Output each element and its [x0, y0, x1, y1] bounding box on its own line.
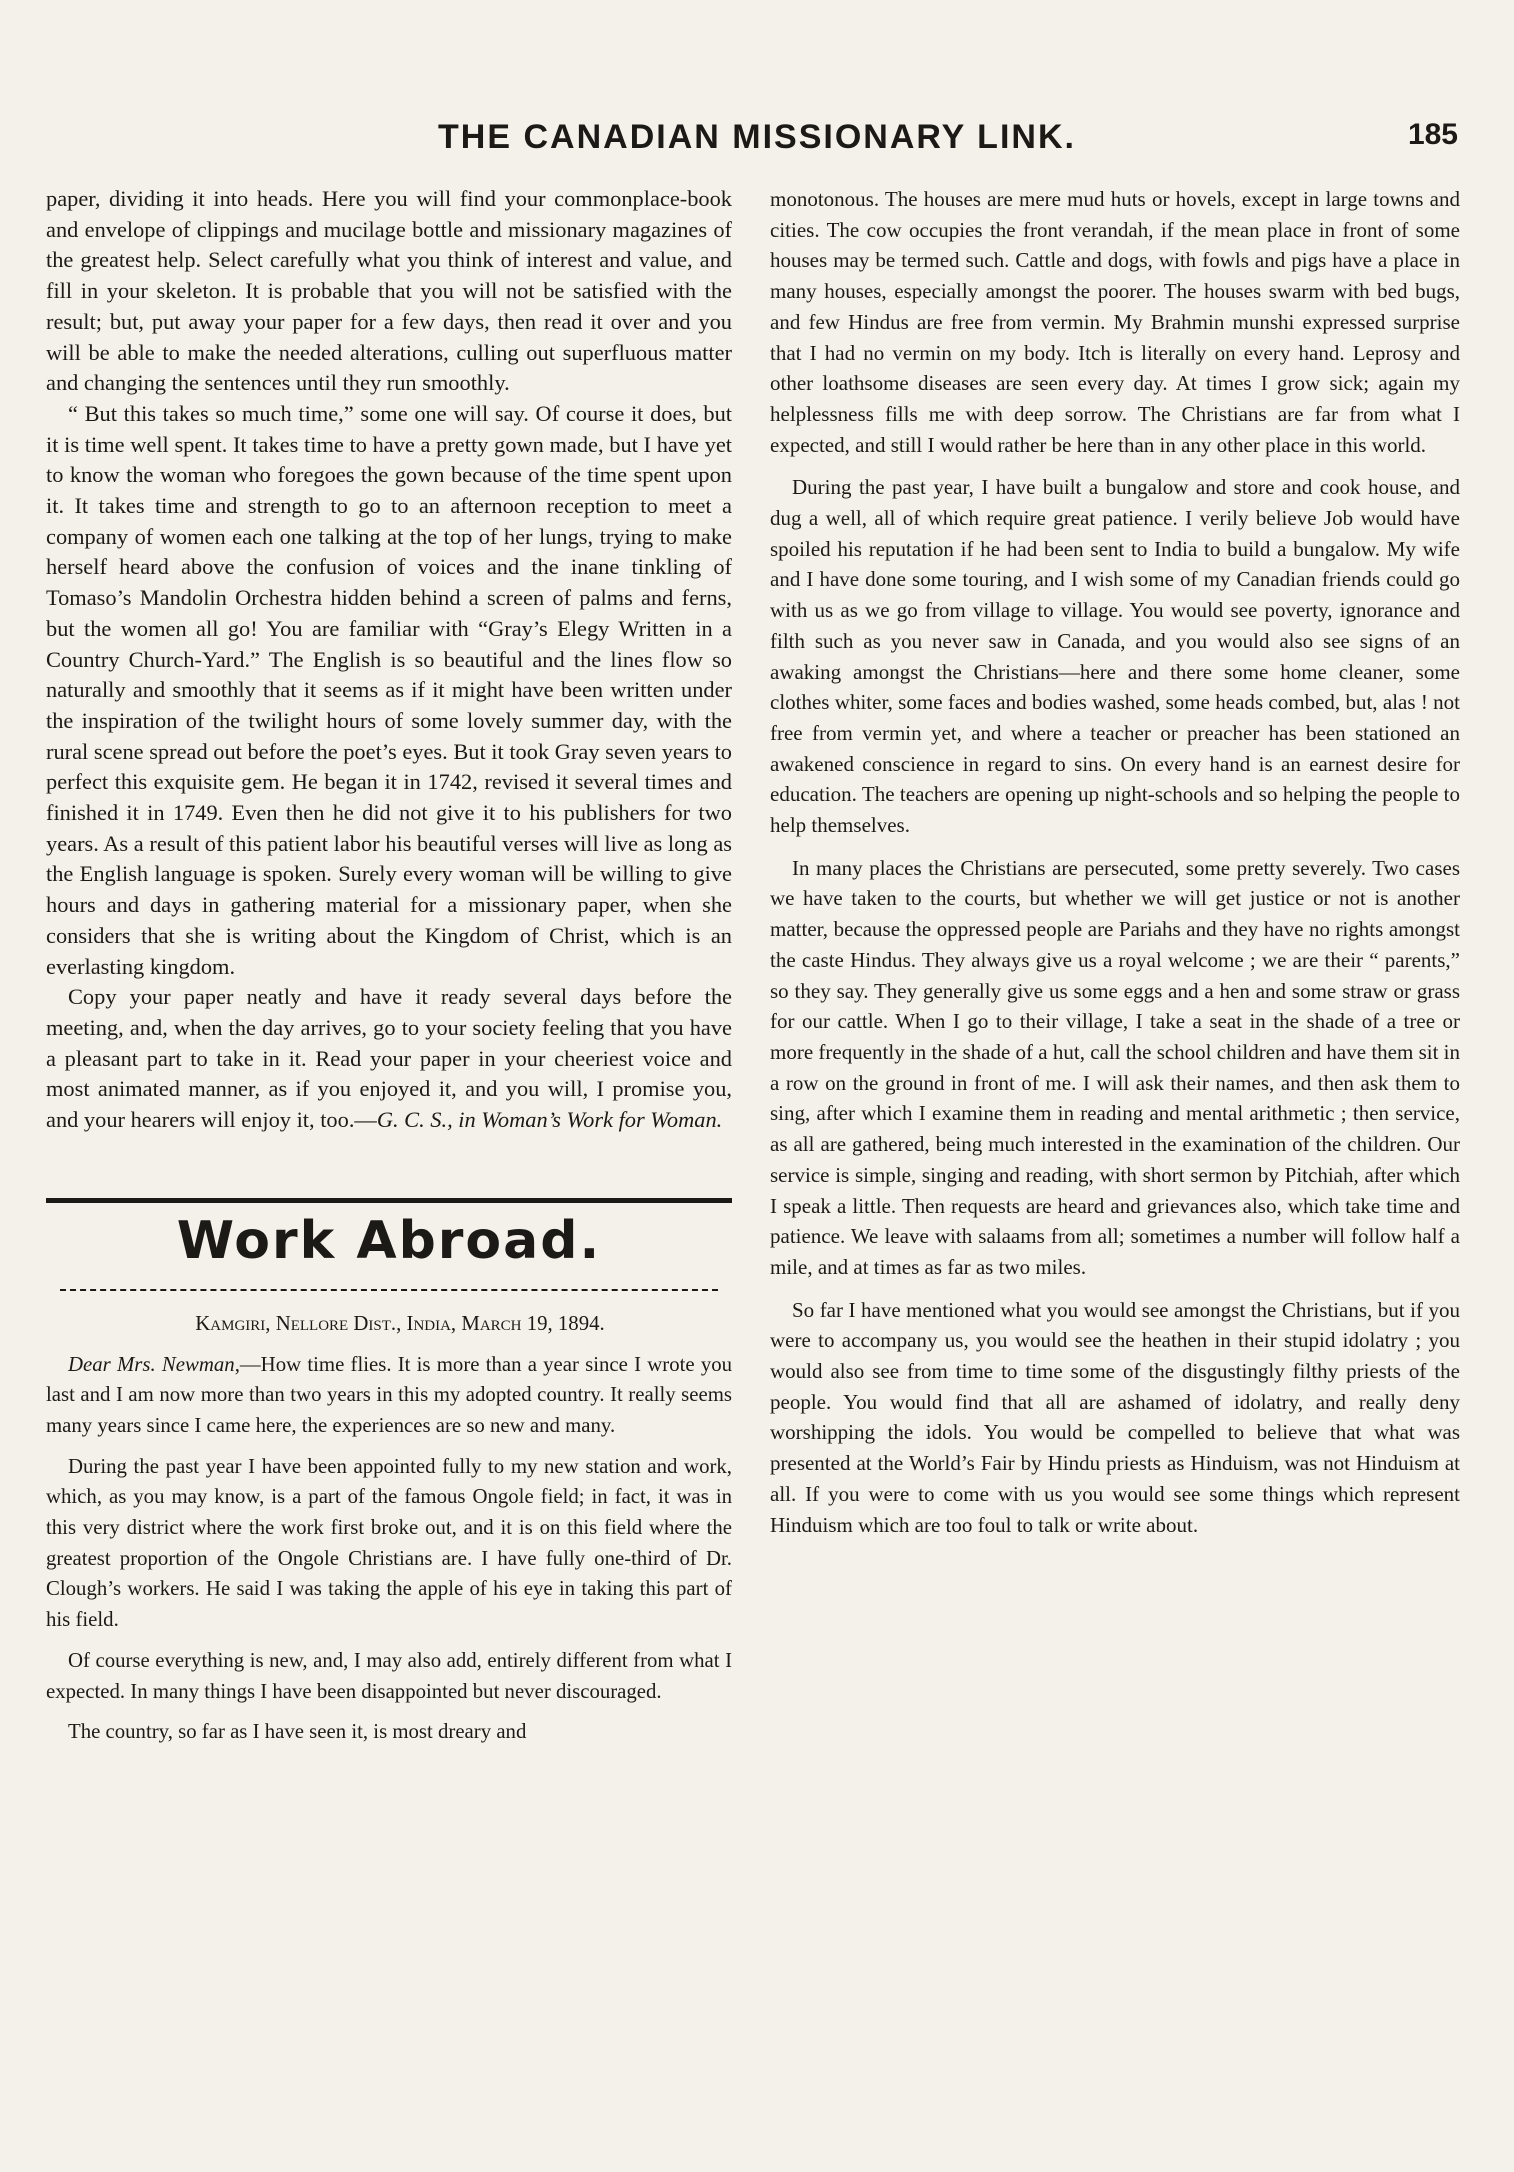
running-title: THE CANADIAN MISSIONARY LINK.	[438, 118, 1076, 156]
letter-dateline: Kamgiri, Nellore Dist., India, March 19, 1894.	[195, 1311, 605, 1335]
left-paragraph-3-text: Copy your paper neatly and have it ready several days before the meeting, and, when the day arrives, go to your society feeling that you have a pleasant part to take in it. Read your paper in your cheeriest voice and most animated manner, as if you enjoyed it, and you will, I promise you, and your hearers will enjoy it, too.—	[46, 984, 732, 1133]
right-paragraph-2: During the past year, I have built a bungalow and store and cook house, and dug a well, all of which require great patience. I verily believe Job would have spoiled his reputation if he had been sent to India to build a bungalow. My wife and I have done some touring, and I wish some of my Canadian friends could go with us as we go from village to village. You would see poverty, ignorance and filth such as you never saw in Canada, and you would also see signs of an awaking amongst the Christians—here and there some home cleaner, some clothes whiter, some faces and bodies washed, some heads combed, but, alas ! not free from vermin yet, and where a teacher or preacher has been stationed an awakened conscience in regard to sins. On every hand is an earnest desire for education. The teachers are opening up night-schools and so helping the people to help themselves.	[770, 475, 1460, 838]
section-rule-top	[46, 1198, 732, 1203]
right-paragraph-4: So far I have mentioned what you would see amongst the Christians, but if you were to accompany us, you would see the heathen in their stupid idolatry ; you would also see from time to time some of the disgustingly filthy priests of the people. You would find that all are ashamed of idolatry, and really deny worshipping the idols. You would be compelled to believe that what was presented at the World’s Fair by Hindu priests as Hinduism, was not Hinduism at all. If you were to come with us you would see some things which represent Hinduism which are too foul to talk or write about.	[770, 1297, 1460, 1537]
left-paragraph-1: paper, dividing it into heads. Here you will find your commonplace-book and envelope of clippings and mucilage bottle and missionary magazines of the greatest help. Select carefully what you think of interest and value, and fill in your skeleton. It is probable that you will not be satisfied with the result; but, put away your paper for a few days, then read it over and you will be able to make the needed alterations, culling out superfluous matter and changing the sentences until they run smoothly.	[46, 186, 732, 396]
page-header	[50, 118, 1464, 168]
letter-paragraph-1	[46, 1350, 732, 1442]
left-paragraph-3	[46, 982, 732, 1136]
right-paragraph-3: In many places the Christians are persecuted, some pretty severely. Two cases we have taken to the courts, but whether we will get justice or not is another matter, because the oppressed people are Pariahs and they have no rights amongst the caste Hindus. They always give us a royal welcome ; we are their “ parents,” so they say. They generally give us some eggs and a hen and some straw or grass for our cattle. When I go to their village, I take a seat in the shade of a tree or more frequently in the shade of a hut, call the school children and have them sit in a row on the ground in front of me. I will ask their names, and then ask them to sing, after which I examine them in reading and mental arithmetic ; then service, as all are gathered, being much interested in the examination of the children. Our service is simple, singing and reading, with short sermon by Pitchiah, after which I speak a little. Then requests are heard and grievances also, which take time and patience. We leave with salaams from all; sometimes a number will follow half a mile, and at times as far as two miles.	[770, 855, 1460, 1279]
letter-salutation: Dear Mrs. Newman	[68, 1352, 235, 1376]
section-rule-bottom	[60, 1289, 718, 1291]
right-column	[770, 184, 1460, 2152]
left-paragraph-2: “ But this takes so much time,” some one will say. Of course it does, but it is time well spent. It takes time to have a pretty gown made, but I have yet to know the woman who foregoes the gown because of the time spent upon it. It takes time and strength to go to an afternoon reception to meet a company of women each one talking at the top of her lungs, trying to make herself heard above the confusion of voices and the inane tinkling of Tomaso’s Mandolin Orchestra hidden behind a screen of palms and ferns, but the women all go! You are familiar with “Gray’s Elegy Written in a Country Church-Yard.” The English is so beautiful and the lines flow so naturally and smoothly that it seems as if it might have been written under the inspiration of the twilight hours of some lovely summer day, with the rural scene spread out before the poet’s eyes. But it took Gray seven years to perfect this exquisite gem. He began it in 1742, revised it several times and finished it in 1749. Even then he did not give it to his publishers for two years. As a result of this patient labor his beautiful verses will live as long as the English language is spoken. Surely every woman will be willing to give hours and days in gathering material for a missionary paper, when she considers that she is writing about the Kingdom of Christ, which is an everlasting kingdom.	[46, 400, 732, 979]
letter-body	[46, 1309, 732, 1748]
letter-paragraph-2: During the past year I have been appointed fully to my new station and work, which, as you may know, is a part of the famous Ongole field; in fact, it was in this very district where the work first broke out, and it is on this field where the greatest proportion of the Ongole Christians are. I have fully one-third of Dr. Clough’s workers. He said I was taking the apple of his eye in taking this part of his field.	[46, 1454, 732, 1632]
article-credit: G. C. S., in Woman’s Work for Woman.	[376, 1107, 723, 1133]
section-title: Work Abroad.	[176, 1210, 602, 1271]
letter-paragraph-4: The country, so far as I have seen it, is most dreary and	[68, 1720, 527, 1744]
left-column	[46, 184, 732, 2152]
page-number: 185	[1407, 118, 1458, 151]
letter-paragraph-1-text: ,—How time flies. It is more than a year since I wrote you last and I am now more than two years in this my adopted country. It really seems many years since I came here, the experiences are so new and many.	[46, 1352, 733, 1437]
right-paragraph-1: monotonous. The houses are mere mud huts or hovels, except in large towns and cities. The cow occupies the front verandah, if the mean place in front of some houses may be termed such. Cattle and dogs, with fowls and pigs have a place in many houses, especially amongst the poorer. The houses swarm with bed bugs, and few Hindus are free from vermin. My Brahmin munshi expressed surprise that I had no vermin on my body. Itch is literally on every hand. Leprosy and other loathsome diseases are seen every day. At times I grow sick; again my helplessness fills me with deep sorrow. The Christians are far from what I expected, and still I would rather be here than in any other place in this world.	[770, 187, 1460, 457]
letter-paragraph-3: Of course everything is new, and, I may also add, entirely different from what I expected. In many things I have been disappointed but never discouraged.	[46, 1648, 732, 1703]
